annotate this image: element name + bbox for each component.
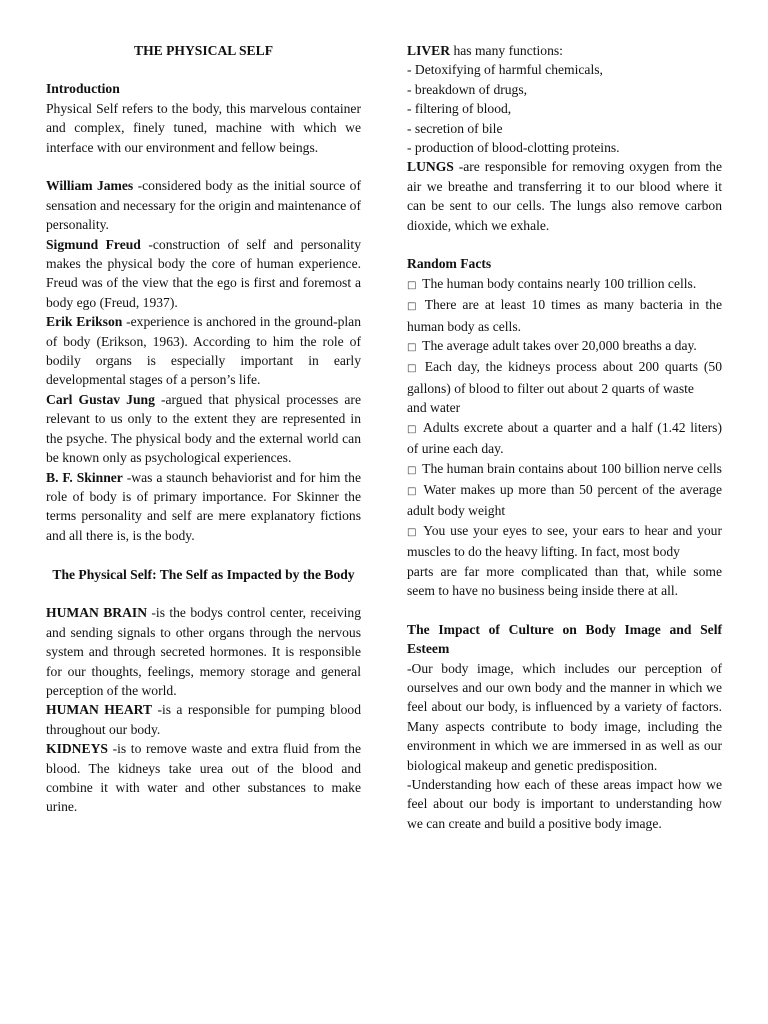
intro-paragraph: Physical Self refers to the body, this marvelous container and complex, finely tuned, machine with which we interface with our environment and fellow beings. (46, 100, 361, 155)
square-bullet-icon: □ (407, 526, 417, 538)
culture-paragraph: -Understanding how each of these areas impact how we feel about our body is important to understanding how we can create and build a positive body image. (407, 777, 722, 831)
right-column (407, 41, 722, 833)
square-bullet-icon: □ (407, 301, 417, 313)
intro-heading: Introduction (46, 81, 120, 97)
fact-continuation: and water (407, 400, 461, 416)
square-bullet-icon: □ (407, 423, 417, 435)
fact-item: □ Water makes up more than 50 percent of the average adult body weight (407, 481, 722, 519)
liver-item: - Detoxifying of harmful chemicals, (407, 62, 603, 78)
left-column (46, 41, 361, 817)
facts-heading: Random Facts (407, 256, 492, 272)
square-bullet-icon: □ (407, 464, 417, 476)
fact-item: □ There are at least 10 times as many bacteria in the human body as cells. (407, 297, 722, 334)
square-bullet-icon: □ (407, 363, 417, 375)
theorist-jung: Carl Gustav Jung -argued that physical processes are relevant to us only to the extent they are represented in the psyche. The physical body and the external world can be known only as psychological experiences. (46, 391, 361, 466)
fact-item: □ The human brain contains about 100 billion nerve cells (407, 459, 722, 480)
square-bullet-icon: □ (407, 342, 417, 354)
theorist-skinner: B. F. Skinner -was a staunch behaviorist and for him the role of body is of primary importance. For Skinner the terms personality and self are mere explanatory fictions and all there is, is the body. (46, 469, 361, 543)
square-bullet-icon: □ (407, 485, 417, 497)
liver-item: - production of blood-clotting proteins. (407, 140, 620, 156)
liver-item: - breakdown of drugs, (407, 81, 528, 97)
culture-heading: The Impact of Culture on Body Image and Self Esteem (407, 621, 722, 657)
organ-heart: HUMAN HEART -is a responsible for pumping blood throughout our body. (46, 702, 361, 737)
culture-paragraph: -Our body image, which includes our perception of ourselves and our own body and the manner in which we feel about our body, is influenced by a variety of factors. Many aspects contribute to body image, including the environment in which we are immersed in as well as our biological makeup and genetic predisposition. (407, 660, 722, 773)
theorist-james: William James -considered body as the initial source of sensation and necessary for the origin and maintenance of personality. (46, 178, 361, 233)
liver-intro: LIVER has many functions: (407, 43, 563, 58)
fact-item: □ Adults excrete about a quarter and a half (1.42 liters) of urine each day. (407, 419, 722, 457)
fact-continuation: parts are far more complicated than that, while some seem to have no business being inside there at all. (407, 563, 722, 598)
fact-item: □ You use your eyes to see, your ears to hear and your muscles to do the heavy lifting. In fact, most body (407, 522, 722, 560)
liver-item: - filtering of blood, (407, 101, 512, 117)
theorist-erikson: Erik Erikson -experience is anchored in the ground-plan of body (Erikson, 1963). According to him the role of bodily organs is especially important in early developmental stages of a person’s life. (46, 314, 361, 388)
square-bullet-icon: □ (407, 279, 417, 291)
theorist-freud: Sigmund Freud -construction of self and personality makes the physical body the core of human experience. Freud was of the view that the ego is first and foremost a body ego (Freud, 1937). (46, 236, 361, 310)
liver-item: - secretion of bile (407, 120, 503, 136)
document-title: THE PHYSICAL SELF (134, 43, 273, 58)
lungs-paragraph: LUNGS -are responsible for removing oxygen from the air we breathe and transferring it to our blood where it can be sent to our cells. The lungs also remove carbon dioxide, which we exhale. (407, 159, 722, 233)
fact-item: □ Each day, the kidneys process about 200 quarts (50 gallons) of blood to filter out about 2 quarts of waste (407, 359, 722, 396)
organ-kidneys: KIDNEYS -is to remove waste and extra fluid from the blood. The kidneys take urea out of the blood and combine it with water and other substances to make urine. (46, 741, 361, 815)
organ-brain: HUMAN BRAIN -is the bodys control center, receiving and sending signals to other organs through the nervous system and through secreted hormones. It is responsible for our thoughts, feelings, memory storage and general perception of the world. (46, 605, 362, 698)
fact-item: □ The average adult takes over 20,000 breaths a day. (407, 336, 722, 357)
section-heading: The Physical Self: The Self as Impacted by the Body (52, 566, 355, 582)
fact-item: □ The human body contains nearly 100 trillion cells. (407, 274, 722, 295)
